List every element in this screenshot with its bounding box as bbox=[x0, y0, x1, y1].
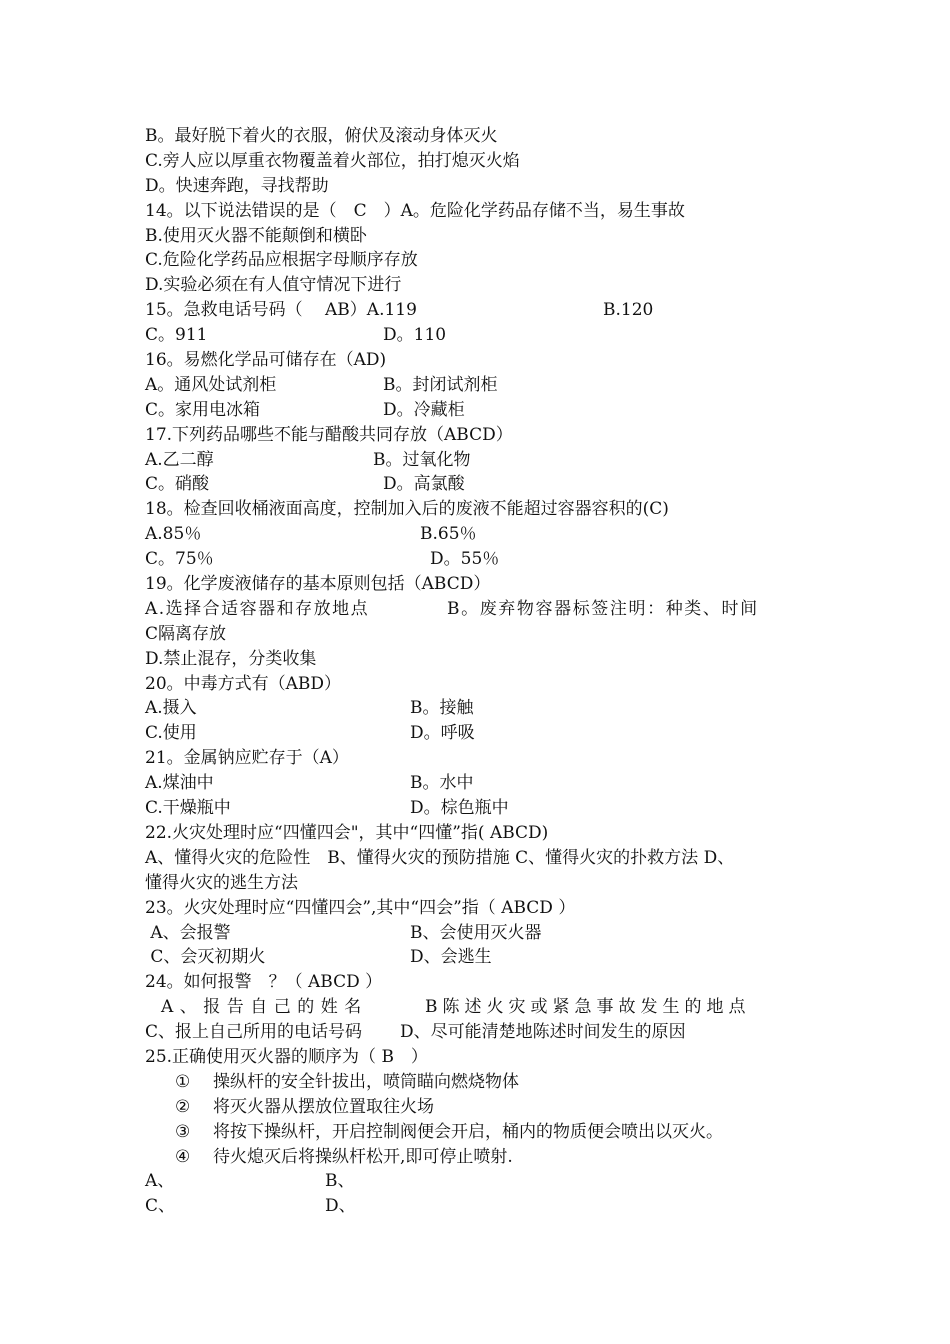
question-14: 14。以下说法错误的是（ C ）A。危险化学药品存储不当，易生事故 bbox=[145, 200, 685, 221]
option-row: C。家用电冰箱 D。冷藏柜 bbox=[145, 399, 465, 420]
option-line: D.禁止混存，分类收集 bbox=[145, 648, 317, 669]
option-line: C.旁人应以厚重衣物覆盖着火部位，拍打熄灭火焰 bbox=[145, 150, 520, 171]
question-20: 20。中毒方式有（ABD） bbox=[145, 673, 342, 694]
step-2: ② 将灭火器从摆放位置取往火场 bbox=[175, 1096, 434, 1117]
option-row: C.干燥瓶中 D。棕色瓶中 bbox=[145, 798, 509, 819]
option-line: D.实验必须在有人值守情况下进行 bbox=[145, 275, 402, 296]
option-row: C.使用 D。呼吸 bbox=[145, 723, 475, 744]
option-row: C、 D、 bbox=[145, 1196, 356, 1217]
option-line: B.使用灭火器不能颠倒和横卧 bbox=[145, 225, 367, 246]
question-18: 18。检查回收桶液面高度，控制加入后的废液不能超过容器容积的(C) bbox=[145, 499, 669, 520]
option-line: C隔离存放 bbox=[145, 623, 227, 644]
option-row: A、 B、 bbox=[145, 1171, 355, 1192]
step-3: ③ 将按下操纵杆，开启控制阀便会开启，桶内的物质便会喷出以灭火。 bbox=[175, 1121, 723, 1142]
option-line: B。最好脱下着火的衣服，俯伏及滚动身体灭火 bbox=[145, 126, 498, 146]
option-line: C.危险化学药品应根据字母顺序存放 bbox=[145, 250, 418, 271]
question-23: 23。火灾处理时应“四懂四会”,其中“四会”指（ ABCD ） bbox=[145, 897, 576, 918]
option-row: A.选择合适容器和存放地点 B。废弃物容器标签注明：种类、时间 bbox=[145, 598, 759, 619]
option-row: C、报上自己所用的电话号码 D、尽可能清楚地陈述时间发生的原因 bbox=[145, 1022, 686, 1043]
question-15: 15。急救电话号码（ AB）A.119 B.120 bbox=[145, 300, 654, 321]
option-row: C。75％ D。55％ bbox=[145, 549, 500, 570]
option-line: D。快速奔跑，寻找帮助 bbox=[145, 175, 329, 196]
option-row: A.摄入 B。接触 bbox=[145, 698, 474, 719]
question-17: 17.下列药品哪些不能与醋酸共同存放（ABCD） bbox=[145, 424, 513, 445]
option-line: 懂得火灾的逃生方法 bbox=[145, 872, 298, 893]
option-row: A、报告自己的姓名 B陈述火灾或紧急事故发生的地点 bbox=[161, 997, 751, 1018]
step-1: ① 操纵杆的安全针拔出，喷筒瞄向燃烧物体 bbox=[175, 1071, 519, 1092]
option-line: A、懂得火灾的危险性 B、懂得火灾的预防措施 C、懂得火灾的扑救方法 D、 bbox=[145, 847, 735, 868]
option-row: A.煤油中 B。水中 bbox=[145, 773, 474, 794]
option-row: A、会报警 B、会使用灭火器 bbox=[145, 922, 542, 943]
step-4: ④ 待火熄灭后将操纵杆松开,即可停止喷射. bbox=[175, 1146, 513, 1167]
option-row: A.乙二醇 B。过氧化物 bbox=[145, 449, 471, 470]
question-22: 22.火灾处理时应“四懂四会"，其中“四懂”指( ABCD) bbox=[145, 822, 549, 843]
option-row: A.85％ B.65％ bbox=[145, 524, 477, 545]
question-24: 24。如何报警 ？（ ABCD ） bbox=[145, 972, 383, 993]
option-row: C、会灭初期火 D、会逃生 bbox=[145, 947, 492, 968]
question-21: 21。金属钠应贮存于（A） bbox=[145, 748, 349, 769]
question-19: 19。化学废液储存的基本原则包括（ABCD） bbox=[145, 574, 491, 595]
option-row: A。通风处试剂柜 B。封闭试剂柜 bbox=[145, 374, 498, 395]
question-16: 16。易燃化学品可储存在（AD) bbox=[145, 350, 387, 371]
option-row: C。硝酸 D。高氯酸 bbox=[145, 474, 465, 495]
document-body bbox=[145, 124, 825, 1219]
option-row: C。911 D。110 bbox=[145, 325, 447, 346]
question-25: 25.正确使用灭火器的顺序为（ B ） bbox=[145, 1046, 428, 1067]
